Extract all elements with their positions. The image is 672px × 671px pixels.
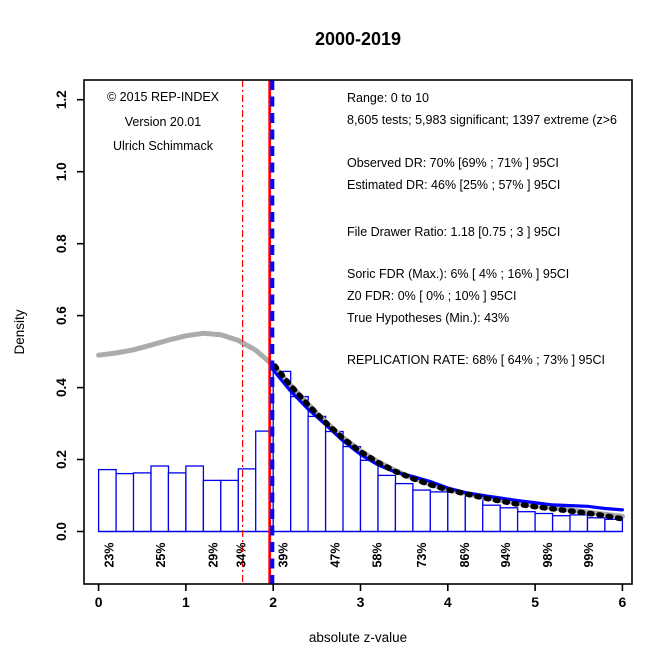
true-hypotheses-text: True Hypotheses (Min.): 43%	[347, 311, 510, 325]
histogram-bar	[308, 416, 326, 531]
histogram-bar	[588, 518, 606, 532]
histogram-bar	[535, 514, 553, 532]
histogram-bar	[395, 484, 413, 532]
power-percent-label: 94%	[498, 542, 513, 568]
version-text: Version 20.01	[124, 115, 202, 129]
power-percent-label: 99%	[581, 542, 596, 568]
y-axis-title: Density	[12, 309, 27, 355]
x-axis-title: absolute z-value	[308, 630, 408, 645]
copyright-text: © 2015 REP-INDEX	[106, 90, 220, 104]
x-axis-tick-label: 4	[443, 594, 452, 610]
histogram-bar	[378, 475, 396, 531]
x-axis-tick-label: 6	[618, 594, 627, 610]
replication-rate-text: REPLICATION RATE: 68% [ 64% ; 73% ] 95CI	[347, 353, 605, 367]
histogram-bar	[273, 371, 291, 531]
power-percent-label: 98%	[540, 542, 555, 568]
x-axis-tick-label: 3	[356, 594, 365, 610]
histogram-bar	[413, 490, 431, 531]
histogram-bar	[203, 480, 221, 531]
power-percent-label: 29%	[206, 542, 221, 568]
histogram-bar	[430, 492, 448, 532]
histogram-bar	[134, 473, 152, 532]
power-percent-label: 39%	[276, 542, 291, 568]
x-axis-tick-label: 1	[182, 594, 190, 610]
y-axis-tick-label: 0.6	[54, 306, 69, 325]
x-axis-tick-label: 2	[269, 594, 278, 610]
percent-labels-layer	[103, 543, 596, 568]
power-percent-label: 23%	[102, 542, 117, 568]
tests-summary-text: 8,605 tests; 5,983 significant; 1397 extreme (z>6	[347, 113, 617, 127]
histogram-bar	[186, 466, 204, 532]
power-percent-label: 86%	[457, 542, 472, 568]
y-axis-tick-label: 1.0	[54, 162, 69, 182]
z0-fdr-text: Z0 FDR: 0% [ 0% ; 10% ] 95CI	[347, 289, 517, 303]
y-axis-tick-label: 0.0	[54, 522, 69, 541]
histogram-bar	[291, 397, 309, 532]
power-percent-label: 47%	[328, 542, 343, 568]
histogram-bar	[483, 505, 501, 531]
y-axis-tick-label: 0.4	[54, 378, 69, 397]
author-text: Ulrich Schimmack	[112, 139, 214, 153]
histogram-bar	[500, 508, 518, 532]
y-axis-tick-label: 0.8	[54, 234, 69, 254]
histogram-bar	[238, 469, 256, 532]
histogram-bar	[99, 470, 117, 532]
histogram-bar	[151, 466, 169, 532]
y-axis-tick-label: 1.2	[54, 90, 69, 110]
histogram-bar	[448, 492, 466, 532]
file-drawer-ratio-text: File Drawer Ratio: 1.18 [0.75 ; 3 ] 95CI	[347, 225, 561, 239]
estimated-dr-text: Estimated DR: 46% [25% ; 57% ] 95CI	[347, 178, 561, 192]
soric-fdr-text: Soric FDR (Max.): 6% [ 4% ; 16% ] 95CI	[347, 267, 570, 281]
histogram-bar	[361, 460, 379, 531]
x-axis-tick-label: 5	[531, 594, 539, 610]
power-percent-label: 34%	[234, 542, 249, 568]
range-text: Range: 0 to 10	[347, 91, 430, 105]
histogram-bar	[221, 480, 239, 531]
histogram-bar	[116, 474, 134, 532]
histogram-bar	[326, 432, 344, 532]
power-percent-label: 58%	[370, 542, 385, 568]
x-axis-tick-label: 0	[94, 594, 103, 610]
histogram-bar	[570, 515, 588, 532]
y-axis-tick-label: 0.2	[54, 450, 69, 469]
histogram-bar	[553, 516, 571, 532]
histogram-bar	[518, 512, 536, 532]
histogram-bar	[343, 447, 361, 532]
chart-title: 2000-2019	[314, 29, 402, 49]
histogram-bar	[168, 473, 186, 532]
power-percent-label: 25%	[154, 542, 169, 568]
observed-dr-text: Observed DR: 70% [69% ; 71% ] 95CI	[347, 156, 559, 170]
histogram-bar	[465, 494, 483, 531]
power-percent-label: 73%	[415, 542, 430, 568]
